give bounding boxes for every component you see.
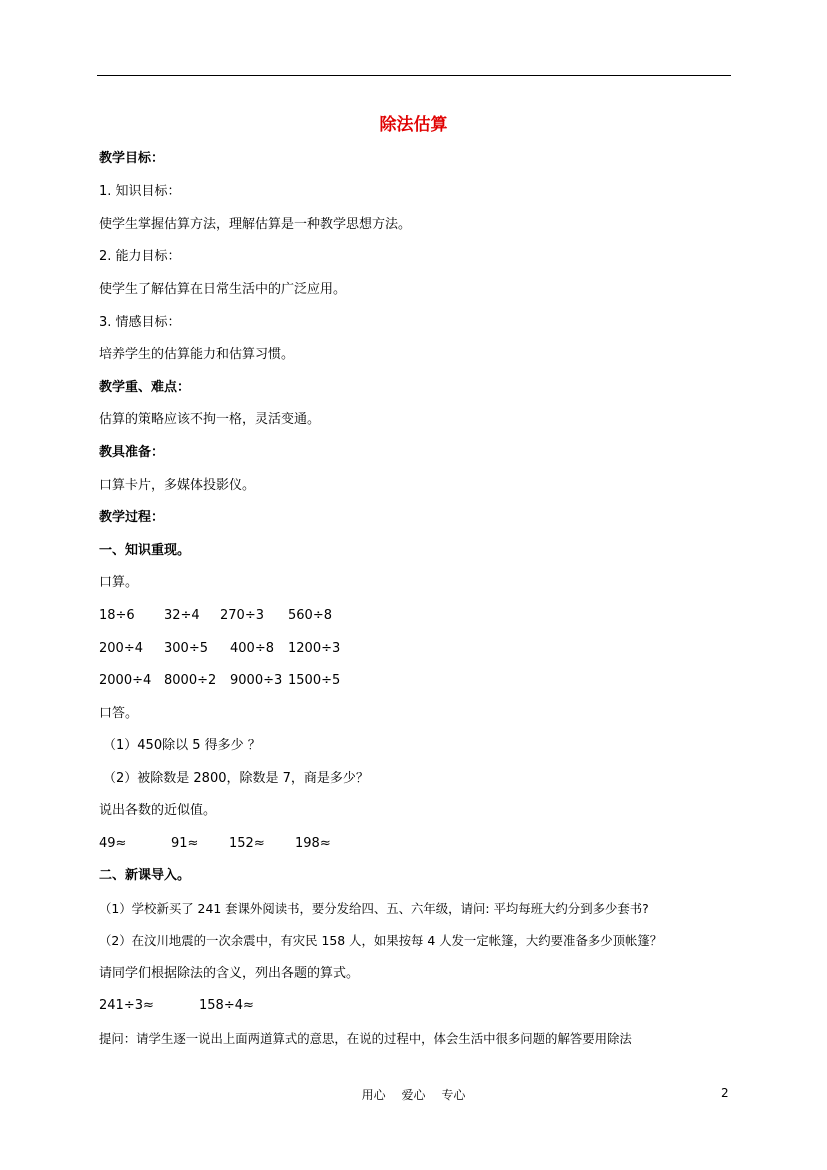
page-number: 2 [721, 1086, 729, 1100]
oral-answer-label: 口答。 [99, 706, 139, 721]
calc-item: 270÷3 [220, 608, 264, 623]
key-points-heading: 教学重、难点： [99, 380, 191, 395]
approx-item: 49≈ [99, 836, 127, 851]
formula-item: 158÷4≈ [199, 998, 254, 1013]
calc-item: 32÷4 [164, 608, 200, 623]
process-heading: 教学过程： [99, 510, 165, 525]
calc-item: 300÷5 [164, 641, 208, 656]
question-2: （2）被除数是 2800，除数是 7，商是多少？ [103, 771, 369, 786]
emotion-goal-label: 3. 情感目标： [99, 315, 181, 330]
calc-item: 1200÷3 [288, 641, 341, 656]
teaching-goals-heading: 教学目标： [99, 151, 165, 166]
oral-calc-label: 口算。 [99, 575, 139, 590]
approx-item: 198≈ [295, 836, 331, 851]
problem-2: （2）在汶川地震的一次余震中，有灾民 158 人，如果按每 4 人发一定帐篷，大约要准备多少顶帐篷？ [99, 933, 663, 948]
footer-text: 用心 [361, 1088, 386, 1102]
calc-item: 200÷4 [99, 641, 143, 656]
calc-item: 9000÷3 [230, 673, 283, 688]
calc-item: 400÷8 [230, 641, 274, 656]
ability-goal-label: 2. 能力目标： [99, 249, 181, 264]
calc-item: 2000÷4 [99, 673, 152, 688]
section-2-heading: 二、新课导入。 [99, 868, 191, 883]
knowledge-goal-label: 1. 知识目标： [99, 184, 181, 199]
tools-text: 口算卡片，多媒体投影仪。 [99, 478, 256, 493]
calc-item: 18÷6 [99, 608, 135, 623]
emotion-goal-text: 培养学生的估算能力和估算习惯。 [99, 347, 295, 362]
calc-item: 8000÷2 [164, 673, 217, 688]
approx-item: 91≈ [171, 836, 199, 851]
approx-heading: 说出各数的近似值。 [99, 803, 217, 818]
footer-text: 爱心 [401, 1088, 426, 1102]
page-title: 除法估算 [379, 115, 448, 135]
ability-goal-text: 使学生了解估算在日常生活中的广泛应用。 [99, 282, 347, 297]
key-points-text: 估算的策略应该不拘一格，灵活变通。 [99, 412, 321, 427]
header-rule [97, 75, 731, 76]
calc-item: 560÷8 [288, 608, 332, 623]
footer-text: 专心 [441, 1088, 466, 1102]
tools-heading: 教具准备： [99, 445, 165, 460]
page-footer [0, 1086, 827, 1103]
question-1: （1）450除以 5 得多少 ？ [103, 738, 261, 753]
knowledge-goal-text: 使学生掌握估算方法，理解估算是一种教学思想方法。 [99, 217, 412, 232]
question-prompt: 提问：请学生逐一说出上面两道算式的意思，在说的过程中，体会生活中很多问题的解答要用除法 [99, 1031, 632, 1046]
problem-1: （1）学校新买了 241 套课外阅读书，要分发给四、五、六年级，请问: 平均每班大约分到多少套书? [99, 901, 649, 916]
approx-item: 152≈ [229, 836, 265, 851]
formula-item: 241÷3≈ [99, 998, 154, 1013]
instruction-text: 请同学们根据除法的含义，列出各题的算式。 [99, 966, 360, 981]
section-1-heading: 一、知识重现。 [99, 543, 191, 558]
calc-item: 1500÷5 [288, 673, 341, 688]
